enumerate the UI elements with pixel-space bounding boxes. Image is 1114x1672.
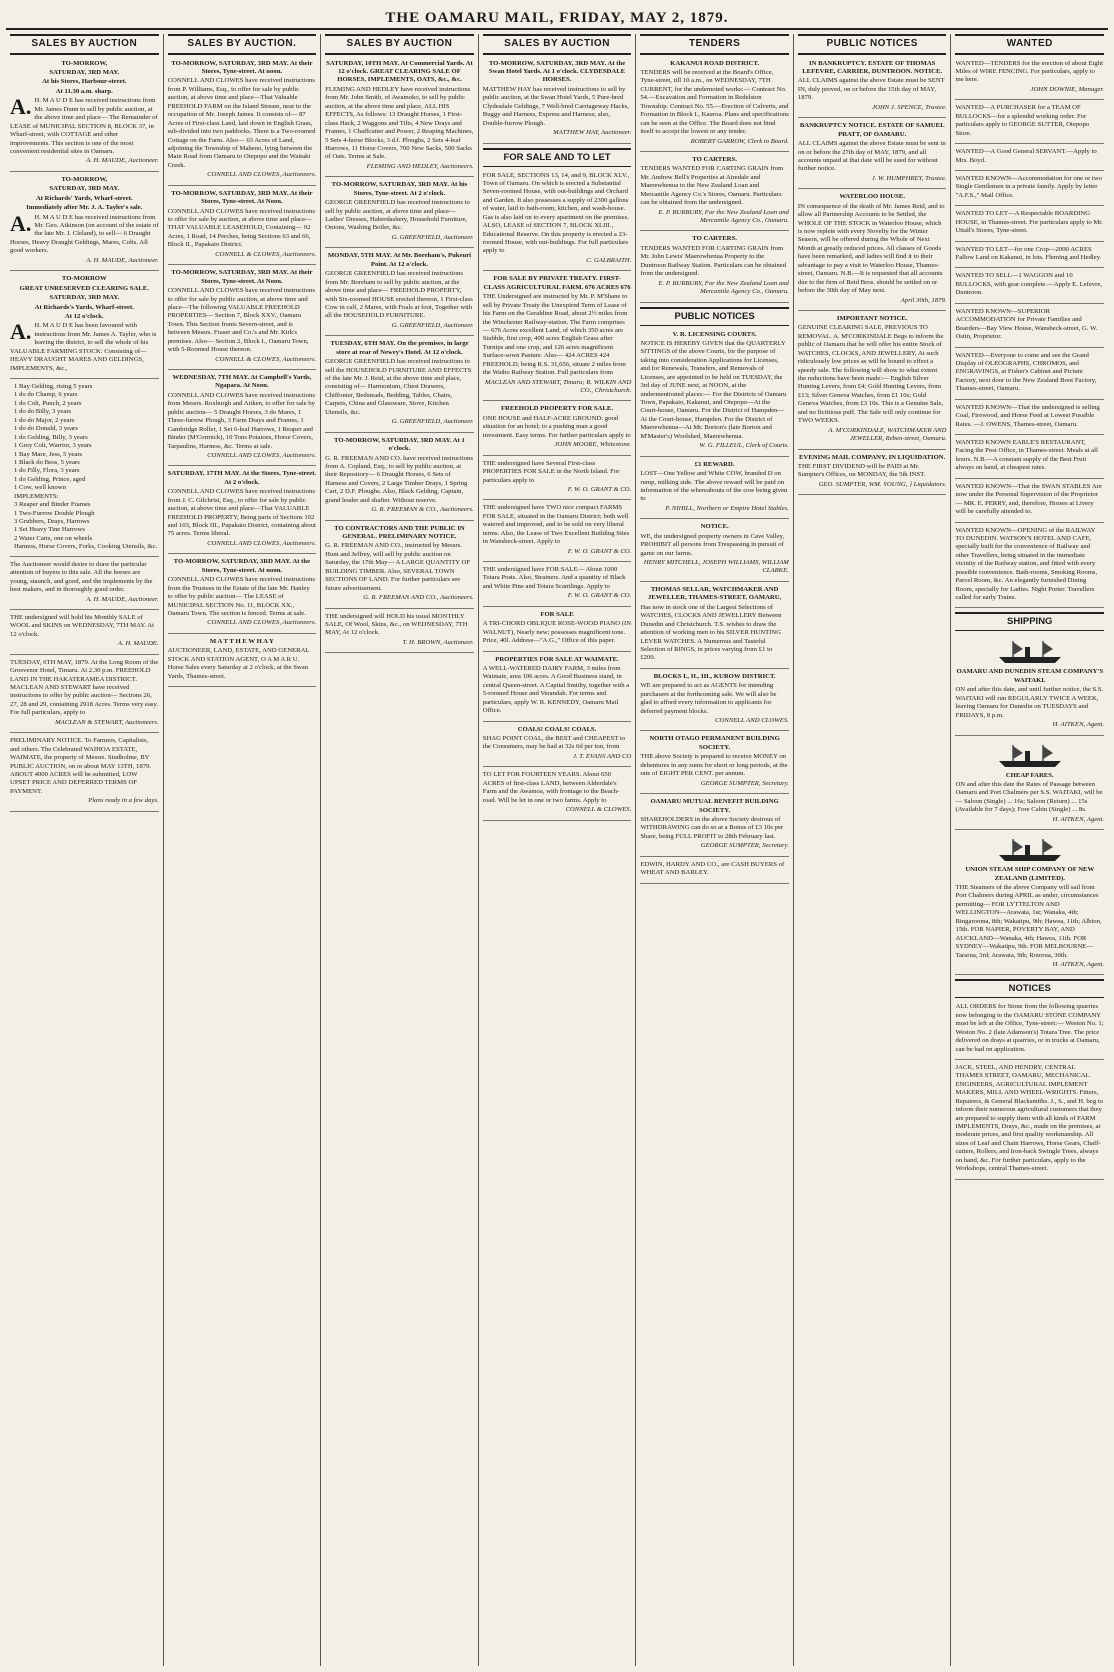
- ad-signature: H. AITKEN, Agent.: [1052, 960, 1105, 968]
- ad-body: THE FIRST DIVIDEND will be PAID at Mr. Sumpter's Offices, on MONDAY, the 5th INST.: [797, 462, 926, 479]
- ad-heading: FOR SALE: [540, 610, 574, 618]
- advertisement: [10, 735, 159, 812]
- advertisement: [483, 609, 632, 652]
- advertisement: [168, 468, 317, 554]
- ad-heading: OAMARU MUTUAL BENEFIT BUILDING SOCIETY.: [650, 798, 779, 814]
- ad-signature: A. H. MAUDE.: [117, 640, 159, 648]
- ad-body: SHAREHOLDERS in the above Society desirous of WITHDRAWING can do so at a Bonus of £3 10s per Share, being FULL PROFIT to 28th February last.: [640, 815, 784, 840]
- advertisement: [168, 267, 317, 370]
- ad-signature: F. W. O. GRANT & CO.: [567, 547, 632, 555]
- advertisement: [955, 173, 1104, 206]
- ad-heading: TO-MORROW, SATURDAY, 3RD MAY. At 1 o'clock.: [334, 436, 465, 453]
- ad-body: WANTED TO LET—for one Crop—2000 ACRES Fallow Land on Kakanui, in lots. Fleming and Hedley.: [955, 245, 1102, 262]
- advertisement: [325, 58, 474, 178]
- ad-signature: H. AITKEN, Agent.: [1052, 815, 1105, 823]
- advertisement: [798, 191, 947, 311]
- ad-body: THE above Society is prepared to receive MONEY on debentures in any sums for short or long periods, at the rate of EIGHT PER CENT. per annum.: [640, 753, 788, 778]
- ad-body: AUCTIONEER, LAND, ESTATE, AND GENERAL STOCK AND STATION AGENT, O A M A R U. Horse Sales every Saturday at 2 o'clock, at the Swan Yards, Thames-street.: [167, 647, 310, 680]
- ad-signature: MATTHEW HAY, Auctioneer.: [553, 129, 632, 137]
- ad-body: THE undersigned have TWO nice compact FARMS FOR SALE, situated in the Oamaru District; both well watered and improved, and to be sold on very liberal terms. Also, the Lease of Two Excellent Building Sites in Wansbeck-street. Apply to: [482, 504, 630, 546]
- stock-item: 3 Reaper and Binder Frames: [14, 501, 91, 509]
- advertisement: [798, 452, 947, 496]
- advertisement: [168, 58, 317, 186]
- ad-body: CONNELL AND CLOWES have received instructions to offer for sale by public auction, at above time and place—The following VALUABLE FREEHOLD PROPERTIES— Section 7, Block XXV., Oamaru Town. This Section fronts Severn-street, and is between Messrs. Fraser and Co.'s and Mr. Kirk's premises. Also— Section 2, Block I., Oamaru Town, with 5-Roomed House thereon.: [167, 287, 315, 354]
- advertisement: [640, 154, 789, 232]
- ad-heading: SATURDAY, 10TH MAY. At Commercial Yards. At 12 o'clock. GREAT CLEARING SALE OF HORSES, IMPLEMENTS, OATS, &c., &c.: [326, 59, 473, 84]
- ad-heading: TO CARTERS.: [692, 235, 737, 243]
- ad-signature: HENRY MITCHELL, JOSEPH WILLIAMS, WILLIAM CLARKE.: [643, 559, 789, 575]
- ad-body: G. R. FREEMAN AND CO. have received instructions from A. Copland, Esq., to sell by public auction, at their Repository— 6 Draught Horses, 6 Sets of Harness and Covers, 2 Large Timber Drays, 1 Spring Cart, 2 D.F. Ploughs. Also, Black Gelding, Captain, grand leader and shafter. Without reserve.: [325, 454, 474, 504]
- ad-body: WANTED KNOWN EARLE'S RESTAURANT, Facing the Post Office, in Thames-street. Meals at all hours. N.B.—A constant supply of the Best Fruit always on hand, at cheapest rates.: [955, 439, 1098, 472]
- ad-signature: CONNELL & CLOWES, Auctioneers.: [215, 355, 317, 363]
- stock-item: 1 do do Billy, 3 years: [14, 408, 72, 416]
- ad-body: SHAG POINT COAL, the BEST and CHEAPEST to the Consumers, may be had at 32s 6d per ton, from: [482, 735, 626, 751]
- ad-signature: GEO. SUMPTER, WM. YOUNG, } Liquidators.: [818, 480, 947, 488]
- ad-heading: CHEAP FARES.: [1005, 771, 1054, 779]
- ad-signature: JOHN DOWNIE, Manager.: [1030, 85, 1105, 93]
- ad-heading: TO-MORROW, SATURDAY, 3RD MAY. At their Stores, Tyne-street. At noon.: [171, 59, 313, 76]
- ad-heading: FOR SALE BY PRIVATE TREATY. FIRST-CLASS AGRICULTURAL FARM. 676 ACRES 676: [483, 275, 631, 291]
- ad-body: THE Undersigned are instructed by Mr. P. M'Shane to sell by Private Treaty the Unexpired Term of Lease of his Farm on the Geraldine Road, about 2½ miles from the Winchester Railway-station. The Farm comprises— 676 Acres excellent Land, of which 350 acres are Stubble, first crop, 400 acres English Grass after Turnips and one crop, and 126 acres magnificent Surface-sown Pasture. Also— 424 ACRES 424 FREEHOLD, being R.S. 31,656, situate 2 miles from the Waiho Railway Station. Full particulars from: [482, 293, 628, 377]
- ad-signature: CONNELL AND CLOWES, Auctioneers.: [207, 619, 317, 627]
- ad-line: At his Stores, Harbour-street.: [42, 78, 127, 86]
- ad-body: THE undersigned will HOLD his usual MONTHLY SALE, Of Wool, Skins, &c., on WEDNESDAY, 7TH MAY, At 12 o'clock.: [325, 612, 468, 637]
- column-heading: WANTED: [955, 34, 1104, 55]
- ad-body: TENDERS will be received at the Board's Office, Tyne-street, till 10 a.m., on WEDNESDAY, 7TH CURRENT, for the undernoted works:— Contract No. 54.—Excavation and Formation in Redelston Township. Contract No. 55.—Erection of Culverts, and Formation in Block I., Kauroa. Plans and specifications can be seen at the Office. The Board does not bind itself to accept the lowest or any tender.: [640, 69, 789, 136]
- advertisement: [168, 372, 317, 466]
- advertisement: [10, 612, 159, 655]
- ad-signature: A. H. MAUDE, Auctioneer.: [86, 595, 159, 603]
- column-2: [164, 34, 322, 1666]
- stock-item: 1 do do Major, 2 years: [14, 416, 75, 424]
- advertisement: [640, 459, 789, 520]
- ad-signature: FLEMING AND HEDLEY, Auctioneers.: [366, 162, 474, 170]
- ad-heading: BANKRUPTCY NOTICE. ESTATE OF SAMUEL PRATT, OF OAMARU.: [799, 122, 945, 138]
- ad-body: ALL ORDERS for Stone from the following quarries now belonging to the OAMARU STONE COMPANY must be left at the Office, Tyne-street:— Weston No. 1; Weston No. 2 (late Adamson's) Totara Tree. The price delivered on drays at quarries, or in trucks at Oamaru, can be had on application.: [955, 1003, 1104, 1053]
- ad-heading: TO-MORROW, SATURDAY, 3RD MAY. At his Stores, Tyne-street. At 2 o'clock.: [331, 181, 468, 197]
- advertisement: [10, 657, 159, 734]
- ad-body: LOST—One Yellow and White COW, branded D on rump, milking side. The above reward will be paid on information of the whereabouts of the cow being given to: [640, 470, 788, 503]
- ad-heading: M A T T H E W H A Y: [209, 637, 274, 645]
- ad-body: ON and after this date the Rates of Passage between Oamaru and Port Chalmers per S.S. WAITAKI, will be— Saloon (Single) ... 16s; Saloon (Return) ... 15s (Available for 7 days); Fore Cabin (Single) ... 8s.: [955, 780, 1103, 814]
- advertisement: [483, 769, 632, 820]
- advertisement: [955, 832, 1104, 975]
- advertisement: [640, 329, 789, 457]
- ad-signature: CONNELL AND CLOWES, Auctioneers.: [207, 451, 317, 459]
- ad-heading: TO CONTRACTORS AND THE PUBLIC IN GENERAL. PRELIMINARY NOTICE.: [334, 524, 465, 541]
- ad-body: The Auctioneer would desire to draw the particular attention of buyers to this sale. All the horses are young, staunch, and good, and the implements by the best makers, and in thoroughly good order.: [10, 560, 153, 594]
- stock-item: 1 do do Donald, 3 years: [14, 425, 78, 433]
- ad-signature: April 30th, 1879.: [900, 296, 947, 304]
- ad-signature: G. GREENFIELD, Auctioneer.: [391, 418, 474, 426]
- stock-item: 1 do Filly, Flora, 3 years: [14, 467, 80, 475]
- ad-line: At 11.30 a.m. sharp.: [55, 87, 113, 95]
- ad-body: IN consequence of the death of Mr. James Reid, and to allow all Partnership Accounts to be Settled, the WHOLE OF THE STOCK in Waterloo House, which is now replete with every Novelty for the Winter Season, will be offered during the Whole of Next Month at greatly reduced prices. All classes of Goods have been remarked, and ladies will find it to their advantage to pay a visit to Waterloo House, Thames-street, Oamaru. N.B.—It is requested that all accounts due to the firm of Reid Bros. should be settled on or before the 30th day of May next.: [797, 202, 945, 295]
- ad-heading: TUESDAY, 6TH MAY. On the premises, in large store at rear of Newey's Hotel. At 12 o'clock.: [330, 340, 469, 356]
- ad-body: ONE HOUSE and HALF-ACRE GROUND: good situation for an hotel; to a pushing man a good investment. Easy terms. For further particulars apply to: [482, 414, 631, 439]
- ad-body: WANTED—Everyone to come and see the Grand Display of OLEOGRAPHS, CHROMOS, and ENGRAVINGS, at Fisher's Cabinet and Picture Factory, next door to the New Zealand Boot Factory, Thames-street, Oamaru.: [955, 351, 1097, 393]
- ad-heading: MONDAY, 5TH MAY. At Mr. Boreham's, Pukeuri Point. At 12 o'clock.: [327, 252, 472, 268]
- ad-signature: E. P. BURBURY, For the New Zealand Loan and Mercantile Agency Co., Oamaru.: [658, 279, 789, 296]
- ad-signature: CONNELL & CLOWES.: [565, 806, 632, 814]
- ad-signature: F. W. O. GRANT & CO.: [567, 592, 632, 600]
- ad-heading: COALS! COALS! COALS.: [517, 725, 597, 733]
- stock-item: 1 Cow, well known: [14, 484, 66, 492]
- ad-line: SATURDAY, 3RD MAY.: [49, 185, 120, 193]
- ad-heading: EVENING MAIL COMPANY, IN LIQUIDATION.: [799, 453, 946, 461]
- section-heading: NOTICES: [955, 979, 1104, 998]
- ad-heading: UNION STEAM SHIP COMPANY OF NEW ZEALAND (LIMITED).: [965, 866, 1095, 882]
- stock-item: 2 Water Carts, one on wheels: [14, 534, 93, 542]
- ad-signature: A. M'CORKINDALE, WATCHMAKER AND JEWELLER, Reben-street, Oamaru.: [828, 426, 947, 443]
- ad-line: TO-MORROW: [61, 275, 107, 283]
- advertisement: [483, 458, 632, 501]
- ad-heading: NORTH OTAGO PERMANENT BUILDING SOCIETY.: [649, 735, 780, 751]
- ad-body: GEORGE GREENFIELD has received instructions from Mr. Boreham to sell by public auction, at the above time and place— FREEHOLD PROPERTY, with Six-roomed HOUSE erected thereon, 1 First-class Cow in calf, 2 Mares, with Foals at foot, Together with all the HOUSEHOLD FURNITURE.: [325, 270, 473, 320]
- column-4: [479, 34, 637, 1666]
- ad-heading: SATURDAY, 17TH MAY. At the Stores, Tyne-street. At 2 o'clock.: [167, 470, 317, 486]
- drop-capital: A.: [10, 319, 32, 345]
- column-heading: SALES BY AUCTION.: [168, 34, 317, 55]
- ad-signature: JOHN J. SPENCE, Trustee.: [872, 103, 947, 111]
- advertisement: [955, 350, 1104, 400]
- ad-body: CONNELL AND CLOWES have received instructions from Messrs. Roxburgh and Aitken, to offer for sale by public auction— 5 Draught Horses, 3 do Mares, 1 Three-furrow Plough, 3 Farm Drays and Frames, 1 Cambridge Roller, 1 Set 6-leaf Harrows, 1 Reaper and Binder (M'Cormick), 10 Tons Potatoes, Horse Covers, Tarpaulins, Harness, &c. Terms at sale.: [167, 391, 315, 450]
- stock-item: Harness, Horse Covers, Forks, Cooking Utensils, &c.: [14, 543, 158, 551]
- ad-body: FOR SALE, SECTIONS 13, 14, and 9, BLOCK XLV., Town of Oamaru. On which is erected a Substantial Seven-roomed House, with out-buildings and Orchard and Garden. It also possesses a supply of 2300 gallons of water, laid to bath-room, kitchen, and wash-house. Gas is also laid on to every apartment on the premises. ALSO, LEASE of SECTION 7, BLOCK XLIII., Educational Reserve. On this property is erected a 23-roomed House, with out-buildings. For full particulars apply to: [482, 171, 630, 255]
- ad-heading: WATERLOO HOUSE.: [839, 193, 905, 201]
- ad-signature: JOHN MOORE, Whitestone.: [554, 441, 632, 449]
- advertisement: [955, 525, 1104, 609]
- advertisement: [640, 521, 789, 582]
- advertisement: [798, 313, 947, 450]
- advertisement: [483, 654, 632, 722]
- column-heading: TENDERS: [640, 34, 789, 55]
- advertisement: [955, 402, 1104, 435]
- ad-heading: OAMARU AND DUNEDIN STEAM COMPANY'S WAITAKI.: [956, 668, 1104, 684]
- ad-body: WANTED KNOWN—That the SWAN STABLES Are now under the Personal Supervision of the Proprietor— MR. E. PERRY, and, therefore, Horses at Livery will be carefully attended to.: [955, 482, 1102, 516]
- ad-signature: W. G. FILLEUL, Clerk of Courts.: [699, 442, 789, 450]
- ad-body: JACK, STEEL, AND HENDRY, CENTRAL THAMES STREET, OAMARU, MECHANICAL ENGINEERS, AGRICULTURAL IMPLEMENT MAKERS, MILL AND WHEEL-WRIGHTS. Fitters, Repairers, & General Blacksmiths. J., S., and H. beg to inform their numerous agricultural customers that they are prepared to supply them with all kinds of FARM IMPLEMENTS, Drays, &c., made on the premises, at moderate prices, and first quality workmanship. All sizes of Leaf and Chain Harrows, Horse Gears, Chaff-cutters, Rollers, and Iron-back Swingle Trees, always on hand, &c. For further particulars, apply to the Workshops, central Thames-street.: [955, 1063, 1103, 1173]
- ad-body: CONNELL AND CLOWES have received instructions from P. Williams, Esq., to offer for sale by public auction, at above time and place—That Valuable FREEHOLD FARM on the Island Stream, near to the occupation of Mr. Joseph James. It consists of— 87 Acres of First-class Land, laid down in English Grass, sub-divided into two paddocks. There is a Two-roomed Cottage on the Farm. Also— 63 Acres of Land, adjoining the Township of Maheno, lying between the Main Road from Oamaru to Otepopo and the Waitaki Creek.: [167, 77, 316, 169]
- advertisement: [483, 58, 632, 144]
- ad-heading: BLOCKS I., II., III., KUROW DISTRICT.: [653, 672, 776, 680]
- ad-heading: PROPERTIES FOR SALE AT WAIMATE.: [495, 655, 619, 663]
- ad-signature: E. P. BURBURY, For the New Zealand Loan and Mercantile Agency Co., Oamaru.: [658, 208, 789, 225]
- ad-signature: Plans ready in a few days.: [88, 797, 159, 805]
- advertisement: [325, 435, 474, 521]
- ad-body: WANTED KNOWN—Accommodation for one or two Single Gentlemen in a private family. Apply by letter "A.F.S.," Mail Office.: [955, 174, 1103, 199]
- advertisement: [798, 120, 947, 189]
- advertisement: [168, 556, 317, 634]
- stock-item: 1 Bay Mare, Jess, 5 years: [14, 450, 83, 458]
- ad-heading: IN BANKRUPTCY. ESTATE OF THOMAS LEFEVRE, CARRIER, DUNTROON. NOTICE.: [802, 59, 943, 76]
- advertisement: [955, 146, 1104, 171]
- stock-item: 1 do Gelding, Prince, aged: [14, 475, 86, 483]
- ad-body: THE undersigned will hold his Monthly SALE of WOOL and SKINS on WEDNESDAY, 7TH MAY. At 12 o'clock.: [10, 613, 154, 638]
- advertisement: [325, 338, 474, 432]
- advertisement: [640, 733, 789, 794]
- ad-signature: H. AITKEN, Agent.: [1052, 721, 1105, 729]
- ad-body: H. M A U D E has been favoured with instructions from Mr. James A. Tayler, who is leaving the district, to sell the whole of his VALUABLE FARMING STOCK: Consisting of— HEAVY DRAUGHT MARES AND GELDINGS, IMPLEMENTS, &c.,: [10, 322, 157, 372]
- ad-signature: ROBERT GARROW, Clerk to Board.: [690, 137, 789, 145]
- ad-heading: TO-MORROW, SATURDAY, 3RD MAY. At their Stores, Tyne-street. At Noon.: [171, 269, 313, 285]
- ad-signature: GEORGE SUMPTER, Secretary.: [700, 779, 789, 787]
- ad-body: H. M A U D E has received instructions from Mr. Geo. Atkinson (on account of the estate of the late Mr. J. Cleland), to sell— 6 Draught Horses, Heavy Draught Geldings, Mares, Colts. All good workers.: [10, 213, 159, 255]
- ad-body: THE undersigned have FOR SALE— About 1000 Totara Posts. Also, Strainers. And a quantity of Black and White Pine and Totara Scantlings. Apply to: [482, 566, 626, 590]
- ad-body: PRELIMINARY NOTICE. To Farmers, Capitalists, and others. The Celebrated WAIHOA ESTATE, WAIMATE, the property of Messrs. Studholme, BY PUBLIC AUCTION, on or about MAY 13TH, 1879. ABOUT 4000 ACRES will be submitted, LOW UPSET PRICE AND DEFERRED TERMS OF PAYMENT.: [10, 737, 152, 795]
- advertisement: [955, 481, 1104, 523]
- advertisement: [325, 179, 474, 248]
- ad-line: At Richards' Yards, Wharf-street.: [35, 194, 133, 202]
- advertisement: [640, 671, 789, 732]
- section-heading: SHIPPING: [955, 612, 1104, 631]
- ad-heading: £1 REWARD.: [694, 460, 735, 468]
- ad-line: TO-MORROW,: [61, 59, 108, 67]
- ad-signature: J. T. EVANS AND CO: [572, 752, 632, 760]
- stock-item: 1 Set Heavy Tine Harrows: [14, 526, 85, 534]
- advertisement: [640, 584, 789, 669]
- ad-body: WANTED TO SELL—1 WAGGON and 10 BULLOCKS, with gear complete.—Apply E. Lefevre, Duntroon.: [955, 272, 1102, 297]
- ad-signature: A. H. MAUDE, Auctioneer.: [86, 157, 159, 165]
- column-1: [6, 34, 164, 1666]
- stock-item: 1 do Gelding, Billy, 3 years: [14, 433, 88, 441]
- ad-heading: TO CARTERS.: [692, 155, 737, 163]
- ad-heading: THOMAS SELLAR, WATCHMAKER AND JEWELLER, THAMES-STREET, OAMARU,: [647, 585, 782, 602]
- advertisement: [640, 58, 789, 152]
- ad-body: TO LET FOR FOURTEEN YEARS. About 650 ACRES of first-class LAND, between Alderdale's Farm and the Awamoa, with frontage to the Beach-road. Will be let in one or two farms. Apply to: [482, 771, 620, 804]
- ad-body: NOTICE IS HEREBY GIVEN that the QUARTERLY SITTINGS of the above Courts, for the purpose of taking into consideration Applications for Licenses, and for Renewals, Transfers, and Removals of Licenses, are appointed to be held on TUESDAY, the 3rd day of JUNE next, at NOON, at the undermentioned places:— For the Districts of Oamaru Town, Papakaio, Kakanui, and Otepopo—At the Court-house, Oamaru. For the District of Hampden—At the Court-house, Hampden. For the District of Maerewhenua—At Mr. Borton's (late Borton and M'Master's) Woolshed, Maerewhenua.: [640, 339, 787, 440]
- advertisement: [955, 634, 1104, 735]
- steamship-icon: [995, 837, 1065, 863]
- ad-heading: KAKANUI ROAD DISTRICT.: [670, 59, 760, 67]
- steamship-icon: [995, 639, 1065, 665]
- ad-body: A TRI-CHORD OBLIQUE ROSE-WOOD PIANO (IN WALNUT), Nearly new; possesses magnificent tone. Price, 40l. Address—"A.G.," Office of this paper.: [482, 620, 632, 645]
- stock-list: [10, 381, 159, 557]
- advertisement: [955, 437, 1104, 479]
- advertisement: [955, 244, 1104, 269]
- ad-body: EDWIN, HARDY AND CO., are CASH BUYERS of WHEAT AND BARLEY.: [640, 860, 785, 877]
- ad-signature: MACLEAN & STEWART, Auctioneers.: [55, 718, 159, 726]
- ad-body: ALL CLAIMS against the above Estate must be SENT IN, duly proved, on or before the 15th day of MAY, 1879.: [797, 77, 945, 102]
- ad-signature: MACLEAN AND STEWART, Timaru; R. WILKIN AND CO., Christchurch.: [485, 378, 632, 394]
- advertisement: [325, 611, 474, 654]
- ad-heading: WEDNESDAY, 7TH MAY. At Campbell's Yards, Ngapara. At Noon.: [172, 374, 312, 390]
- ad-signature: G. R. FREEMAN & CO., Auctioneers.: [371, 506, 474, 514]
- column-heading: SALES BY AUCTION: [10, 34, 159, 55]
- ad-body: WANTED KNOWN—SUPERIOR ACCOMMODATION for Private Families and Boarders—Bay View House, Wansbeck-street, G. W. Ostin, Proprietor.: [955, 307, 1098, 341]
- advertisement: [10, 58, 159, 172]
- ad-body: TENDERS WANTED FOR CARTING GRAIN from Mr. Andrew Bell's Properties at Airedale and Maerewhenua to the New Zealand Loan and Mercantile Agency Co.'s Stores, Oamaru. Particulars can be obtained from the undersigned.: [640, 165, 784, 207]
- ad-body: GEORGE GREENFIELD has received instructions to sell by public auction, at above time and place—Ladies' Dresses, Haberdashery, Household Furniture, Onions, Washing Boiler, &c.: [325, 199, 470, 232]
- ad-body: A WELL-WATERED DAIRY FARM, 3 miles from Waimate, area 106 acres. A Good Business stand, in central Queen-street. A Capital Smithy, together with a 5-roomed House and Verandah. For terms and particulars, apply W. R. KENNEDY, Oamaru Mail Office.: [482, 664, 630, 715]
- advertisement: [325, 250, 474, 336]
- ad-body: WANTED—A Good General SERVANT.—Apply to Mrs. Boyd.: [955, 148, 1097, 164]
- advertisement: [483, 724, 632, 768]
- ad-body: WANTED—A PURCHASER for a TEAM OF BULLOCKS—for a splendid working order. For particulars apply to GEORGE SUTTER, Otepopo Store.: [955, 104, 1090, 137]
- advertisement: [955, 306, 1104, 348]
- stock-item: 1 do do Champ, 6 years: [14, 391, 78, 399]
- ad-line: SATURDAY, 3RD MAY.: [49, 69, 120, 77]
- advertisement: [168, 188, 317, 266]
- masthead: THE OAMARU MAIL, FRIDAY, MAY 2, 1879.: [6, 8, 1108, 30]
- ad-line: At 12 o'clock.: [64, 312, 104, 320]
- ad-line: Immediately after Mr. J. A. Tayler's sale.: [26, 204, 143, 212]
- ad-signature: P. NIHILL, Northern or Empire Hotel Stables.: [665, 504, 789, 512]
- ad-body: WE, the undersigned property owners in Cave Valley, PROHIBIT all persons from Trespassing in pursuit of game on our farms.: [640, 532, 785, 557]
- column-7: [951, 34, 1108, 1666]
- ad-body: TENDERS WANTED FOR CARTING GRAIN from Mr. John Lewis' Maerewhenua Property to the Duntroon Railway Station. Particulars can be obtained from the undersigned.: [640, 244, 787, 278]
- ad-body: MATTHEW HAY has received instructions to sell by public auction, at the Swan Hotel Yards, 5 Pure-bred Clydesdale Geldings, 7 Well-bred Carriageway Hacks, Buggy and Harness, Express and Harness; also, Double-furrow Plough.: [482, 85, 629, 127]
- ad-body: FLEMING AND HEDLEY have received instructions from Mr. John Smith, of Awamoko, to sell by public auction, at the above time and place, ALL HIS EFFECTS, As follows: 13 Draught Horses, 1 First-class Hack, 2 Waggons and Tilts, 4 New Drays and Frames, 1 Chaffcutter and Power, 2 Reaping Machines, 5 Sets 4-horse Blocks, 3 d.f. Ploughs, 2 Sets 4-leaf Harrows, 11 Horse Covers, 700 New Sacks, 500 Sacks of Oats. Terms at Sale.: [325, 85, 474, 161]
- column-heading: PUBLIC NOTICES: [798, 34, 947, 55]
- ad-signature: C. GALBRAITH.: [586, 256, 632, 264]
- ad-body: WANTED TO LET—A Respectable BOARDING HOUSE, in Thames-street. For particulars apply to Mr. Uttall's Stores, Tyne-street.: [955, 210, 1103, 235]
- ad-signature: F. W. O. GRANT & CO.: [567, 485, 632, 493]
- advertisement: [483, 403, 632, 455]
- advertisement: [955, 270, 1104, 303]
- advertisement: [10, 174, 159, 271]
- ad-body: TUESDAY, 6TH MAY, 1879. At the Long Room of the Grosvenor Hotel, Timaru. At 2.30 p.m. FREEHOLD LAND IN THE HAKATERAMEA DISTRICT. MACLEAN AND STEWART have received instructions to offer by public auction— Sections 26, 27, 28 and 29, containing 2918 Acres. Terms very easy. For full particulars, apply to: [10, 658, 159, 717]
- drop-capital: A.: [10, 210, 32, 236]
- stock-item: 1 Bay Gelding, rising 5 years: [14, 383, 93, 391]
- ad-body: CONNELL AND CLOWES have received instructions from the Trustees in the Estate of the late Mr. Hanley to offer by public auction— The LEASE of MUNICIPAL SECTION No. 11, BLOCK XX., Oamaru Town. The section is fenced. Terms at sale.: [167, 576, 315, 617]
- column-6: [794, 34, 952, 1666]
- column-3: [321, 34, 479, 1666]
- ad-body: G. R. FREEMAN AND CO., instructed by Messrs. Hunt and Jeffrey, will sell by public auction on Saturday, the 17th May— A LARGE QUANTITY OF BUILDING TIMBER. Also, SEVERAL TOWN SECTIONS OF LAND. For further particulars see future advertisement.: [325, 542, 471, 592]
- ad-body: WANTED—TENDERS for the erection of about Eight Miles of WIRE FENCING. For particulars, apply to me here.: [955, 59, 1103, 84]
- stock-item: 1 Grey Colt, Warrior, 3 years: [14, 442, 92, 450]
- ad-body: CONNELL AND CLOWES have received instructions to offer for sale by auction, at above time and place—THAT VALUABLE LEASEHOLD, Containing— 92 Acres, 1 Road, 14 Perches, being Sections 63 and 66, Block II., Papakaio District.: [167, 207, 315, 249]
- ad-body: THE Steamers of the above Company will sail from Port Chalmers during APRIL as under, circumstances permitting— FOR LYTTELTON AND WELLINGTON—Arawata, 1st; Wanaka, 4th; Ringarooma, 8th; Wakatipu, 9th; Hawea, 11th; Albion, 15th. FOR NAPIER, POVERTY BAY, AND AUCKLAND—Wanaka, 4th; Hawea, 11th. FOR SYDNEY—Wakatipu, 9th. FOR MELBOURNE—Tararua, 3rd; Arawata, 9th; Rotorua, 30th.: [955, 884, 1102, 959]
- advertisement: [640, 233, 789, 302]
- ad-body: H. M A U D E has received instructions from Mr. James Dunn to sell by public auction, at the above time and place— The Remainder of LEASE of MUNICIPAL SECTION 8, BLOCK 37, in Wharf-street, with COTTAGE and other improvements. This section is one of the most convenient residential sites in Oamaru.: [10, 97, 158, 155]
- advertisement: [483, 502, 632, 562]
- advertisement: [955, 102, 1104, 144]
- ad-body: GENUINE CLEARING SALE, PREVIOUS TO REMOVAL. A. M'CORKINDALE Begs to inform the public of Oamaru that he will offer his entire Stock of WATCHES, CLOCKS, AND JEWELLERY, At such ridiculously low prices as will be bound to effect a speedy sale. The following will show to what extent the reductions have been made:— English Silver Hunting Levers, from £4; Gold Hunting Levers, from £13; Silver Geneva Watches, from £1 10s; Gold Geneva Watches, from £3 10s. This is a Genuine Sale, and no fictitious puff. The Sale will only continue for TWO WEEKS.: [797, 324, 944, 425]
- ad-heading: IMPORTANT NOTICE.: [836, 314, 908, 322]
- ad-heading: TO-MORROW, SATURDAY, 3RD MAY. At the Swan Hotel Yards. At 1 o'clock. CLYDESDALE HORSES.: [488, 59, 626, 84]
- advertisement: [955, 58, 1104, 101]
- advertisement: [483, 170, 632, 272]
- advertisement: [10, 559, 159, 610]
- advertisement: [955, 1062, 1104, 1180]
- stock-item: 1 Black do Bess, 5 years: [14, 458, 80, 466]
- ad-line: At Richards's Yards, Wharf-street.: [34, 303, 134, 311]
- advertisement: [955, 208, 1104, 241]
- steamship-icon: [995, 743, 1065, 769]
- advertisement: [483, 273, 632, 401]
- ad-body: Has now in stock one of the Largest Selections of WATCHES, CLOCKS AND JEWELLERY Between Dunedin and Christchurch. T.S. wishes to draw the attention of working men to his SILVER HUNTING LEVER WATCHES. A Numerous and Tasteful Selection of RINGS, in prices varying from £1 to £200.: [640, 603, 782, 662]
- ad-line: GREAT UNRESERVED CLEARING SALE.: [19, 284, 149, 292]
- ad-signature: A. H. MAUDE, Auctioneer.: [86, 256, 159, 264]
- column-heading: SALES BY AUCTION: [325, 34, 474, 55]
- ad-signature: CONNELL AND CLOWES, Auctioneers.: [207, 539, 317, 547]
- ad-signature: CONNELL & CLOWES, Auctioneers.: [215, 250, 317, 258]
- advertisement: [640, 859, 789, 884]
- ad-signature: T. H. BROWN, Auctioneer.: [402, 638, 474, 646]
- ad-line: TO-MORROW,: [61, 175, 108, 183]
- columns: [6, 34, 1108, 1666]
- ad-body: WANTED KNOWN—That the undersigned is selling Coal, Firewood, and Horse Feed at Lowest Possible Rates. —J. OWENS, Thames-street, Oamaru.: [955, 403, 1100, 428]
- ad-signature: G. GREENFIELD, Auctioneer.: [391, 233, 474, 241]
- stock-item: 3 Grubbers, Drays, Harrows: [14, 518, 90, 526]
- ad-heading: TO-MORROW, SATURDAY, 3RD MAY. At the Stores, Tyne-street. At noon.: [173, 558, 311, 574]
- ad-body: WANTED KNOWN—OPENING of the RAILWAY TO DUNEDIN. WATSON'S HOTEL AND CAFE, specially built for the convenience of Railway and other Travellers, being situated in the immediate vicinity of the Railway station, and fitted with every possible convenience. Bath-rooms, Smoking Rooms, Parcel Room, &c. An elegantly furnished Dining Room, specially for Ladies. Night Porter. Travellers called for early Trains.: [955, 526, 1098, 602]
- advertisement: [955, 738, 1104, 831]
- advertisement: [640, 796, 789, 857]
- drop-capital: A.: [10, 94, 32, 120]
- ad-heading: FREEHOLD PROPERTY FOR SALE.: [500, 405, 614, 413]
- stock-item: 1 Two-Furrow Double Plough: [14, 509, 95, 517]
- stock-item: IMPLEMENTS:: [14, 492, 59, 500]
- advertisement: [10, 273, 159, 379]
- ad-body: THE undersigned have Several First-class PROPERTIES FOR SALE in the North Island. For particulars apply to: [482, 459, 620, 484]
- section-heading: PUBLIC NOTICES: [640, 307, 789, 326]
- ad-signature: CONNELL AND CLOWES, Auctioneers.: [207, 171, 317, 179]
- ad-heading: TO-MORROW, SATURDAY, 3RD MAY. At their Stores, Tyne-street. At Noon.: [171, 189, 313, 206]
- ad-body: ALL CLAIMS against the above Estate must be sent in on or before the 27th day of MAY, 1879, and all accounts unpaid at that date will be sued for without further notice.: [797, 140, 946, 173]
- ad-body: GEORGE GREENFIELD has received instructions to sell the HOUSEHOLD FURNITURE AND EFFECTS of the late Mr. J. Reid, at the above time and place, consisting of— Harmonium, Chest Drawers, Chiffonier, Bedsteads, Bedding, Tables, Chairs, Carpets, China and Glassware, Stove, Kitchen Utensils, &c.: [325, 358, 472, 416]
- ad-heading: NOTICE.: [700, 523, 729, 531]
- ad-signature: G. R. FREEMAN AND CO., Auctioneers.: [363, 594, 474, 602]
- ad-signature: CONNELL AND CLOWES.: [714, 717, 789, 724]
- ad-heading: V. R. LICENSING COURTS.: [672, 330, 757, 338]
- stock-item: 1 do Colt, Punch, 2 years: [14, 399, 82, 407]
- advertisement: [955, 1001, 1104, 1060]
- section-heading: FOR SALE AND TO LET: [483, 148, 632, 167]
- advertisement: [325, 523, 474, 609]
- ad-signature: J. W. HUMPHREY, Trustee.: [871, 174, 947, 182]
- ad-signature: GEORGE SUMPTER, Secretary.: [700, 842, 789, 850]
- advertisement: [483, 564, 632, 607]
- advertisement: [798, 58, 947, 119]
- ad-signature: G. GREENFIELD, Auctioneer.: [391, 321, 474, 329]
- column-heading: SALES BY AUCTION: [483, 34, 632, 55]
- ad-body: WE are prepared to act as AGENTS for intending purchasers at the forthcoming sale. We will also be glad to afford every information to applicants for deferred payment blocks.: [640, 682, 777, 715]
- advertisement: [168, 636, 317, 687]
- ad-line: SATURDAY, 3RD MAY.: [49, 294, 120, 302]
- ad-body: CONNELL AND CLOWES have received instructions from J. C. Gilchrist, Esq., to offer for sale by public auction, at above time and place—That VALUABLE FREEHOLD PROPERTY, Being parts of Sections 102 and 103, Block III., Papakaio District, containing about 75 acres. Terms liberal.: [167, 488, 316, 538]
- column-5: [636, 34, 794, 1666]
- ad-body: ON and after this date, and until further notice, the S.S. WAITAKI will run REGULARLY TWICE A WEEK, leaving Oamaru for Dunedin on TUESDAYS and FRIDAYS, 8 p.m.: [955, 686, 1104, 719]
